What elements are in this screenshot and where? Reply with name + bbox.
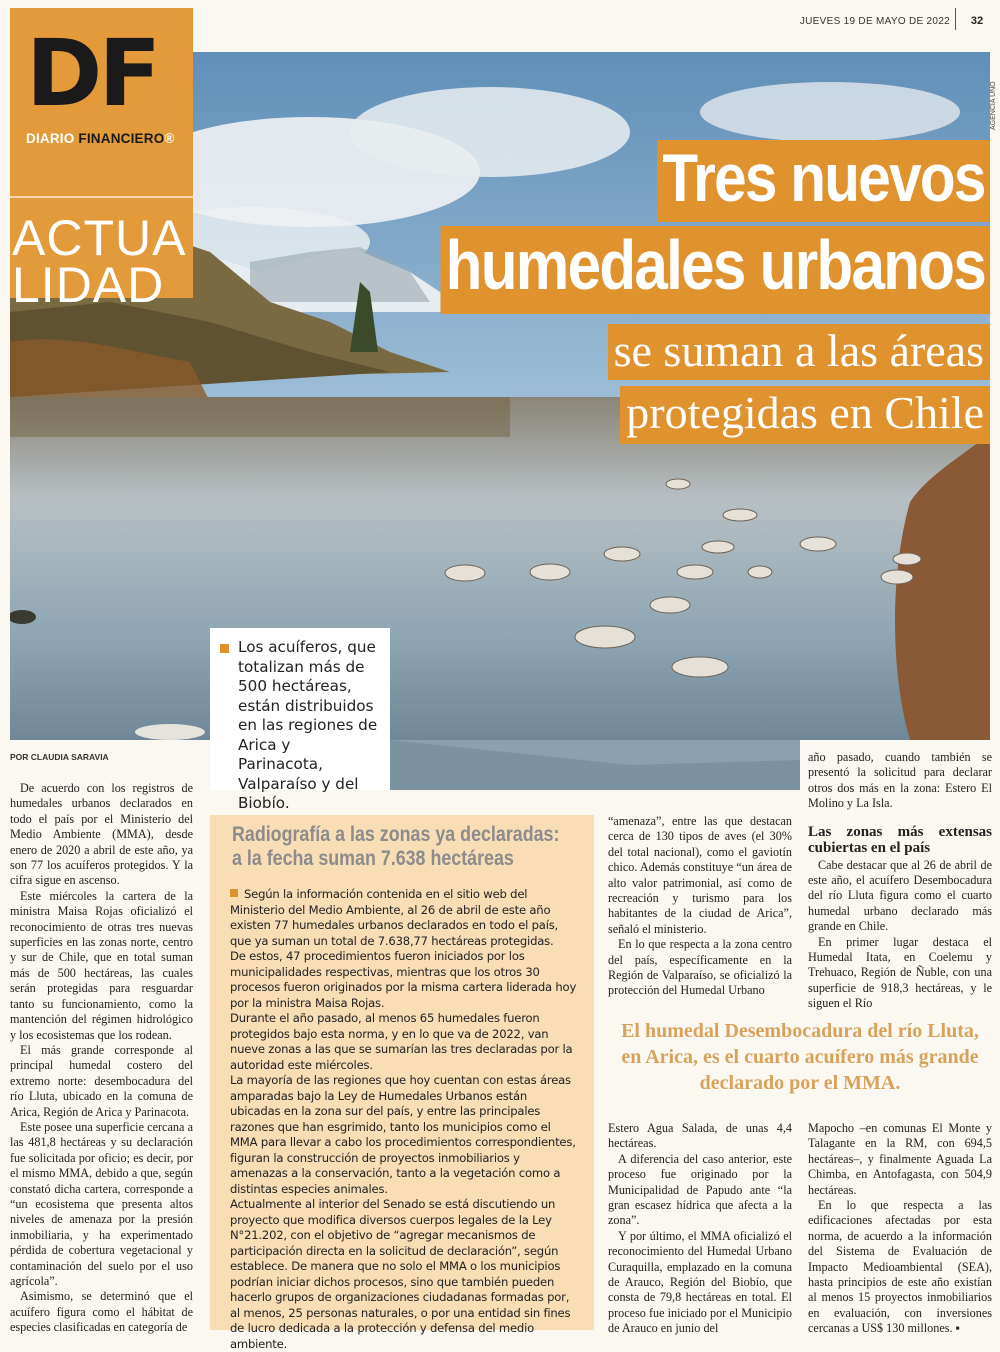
paragraph: En lo que respecta a la zona centro del país, específicamente en la Región de Valparaíso, se oficializó la protección del Humedal Urbano [608,937,792,998]
body-column-4-bottom [808,1121,992,1337]
photo-credit: AGENCIA UNO [990,81,997,130]
byline: POR CLAUDIA SARAVIA [10,752,109,762]
box-paragraph: De estos, 47 procedimientos fueron iniciados por los municipalidades respectivas, mientras que los otros 30 procesos fueron originados por la misma cartera liderada hoy por la ministra Maisa Rojas. [230,949,577,1010]
body-column-3-top [608,814,792,999]
paragraph: “amenaza”, entre las que destacan cerca de 130 tipos de aves (el 30% del total nacional), como el gaviotín chico. Además constituye “un área de alto valor patrimonial, así como de recreación y turismo para los habitantes de la ciudad de Arica”, señaló el ministerio. [608,814,792,936]
box-body [230,887,580,1352]
paragraph: A diferencia del caso anterior, este proceso fue originado por la Municipalidad de Papudo ante “la gran escasez hídrica que afecta a la zona”. [608,1151,792,1228]
body-column-4-top [808,750,992,1012]
body-column-1 [10,781,193,1336]
header-divider [955,8,956,30]
box-paragraph: La mayoría de las regiones que hoy cuentan con estas áreas amparadas bajo la Ley de Humedales Urbanos están ubicadas en la zona sur del país, y entre las principales razones que han esgrimido, tanto los municipios como el MMA para llevar a cabo los procedimientos correspondientes, figuran la construcción de proyectos inmobiliarios y amenazas a la conservación, tanto a la vegetación como a distintas especies animales. [230,1073,576,1196]
issue-date: JUEVES 19 DE MAYO DE 2022 [799,16,950,27]
df-logo-block [10,8,193,313]
logo-divider [10,196,193,198]
box-paragraph: Actualmente al interior del Senado se está discutiendo un proyecto que modifica diversos cuerpos legales de la Ley N°21.202, con el objetivo de “agregar mecanismos de participación directa en la solicitud de declaración”, según establece. De manera que no solo el MMA o los municipios podrían iniciar dichos procesos, sino que también pueden hacerlo grupos de organizaciones ciudadanas formadas por, al menos, 25 personas naturales, o por una entidad sin fines de lucro dedicada a la protección y defensa del medio ambiente. [230,1197,571,1351]
paragraph: Este miércoles la cartera de la ministra Maisa Rojas oficializó el reconocimiento de otras tres nuevas superficies en las zonas norte, centro y sur de Chile, que en total suman más de 500 hectáreas, las cuales serán protegidas para resguardar tanto su funcionamiento, como la mantención del régimen hidrológico y los ecosistemas que los rodean. [10,888,193,1042]
section-label-line1: ACTUA [12,210,187,266]
subheading: Las zonas más extensas cubiertas en el país [808,823,992,856]
paragraph: Cabe destacar que al 26 de abril de este año, el acuífero Desembocadura del río Lluta figura como el cuarto humedal urbano declarado más grande en Chile. [808,857,992,934]
paragraph: Este posee una superficie cercana a las 481,8 hectáreas y su declaración fue solicitada por oficio; es decir, por el mismo MMA, debido a que, según constató dicha cartera, corresponde a “un ecosistema que presenta altos niveles de amenaza por la presión inmobiliaria, y ha experimentado pérdida de cobertura vegetacional y contaminación del suelo por el uso agrícola”. [10,1119,193,1288]
paragraph: En lo que respecta a las edificaciones afectadas por esta norma, de acuerdo a la información del Sistema de Evaluación de Impacto Medioambiental (SEA), hasta principios de este año existían al menos 15 proyectos inmobiliarios en evaluación, con inversiones cercanas a US$ 130 millones. ▪ [808,1198,992,1336]
bullet-square-icon [230,889,238,897]
headline-line1: Tres nuevos [657,140,990,222]
box-title: Radiografía a las zonas ya declaradas: a la fecha suman 7.638 hectáreas [232,823,560,870]
paragraph: Mapocho –en comunas El Monte y Talagante en la RM, con 694,5 hectáreas–, y finalmente Aguada La Chimba, en Antofagasta, con 504,9 hectáreas. [808,1121,992,1197]
paragraph: El más grande corresponde al principal humedal costero del extremo norte: desembocadura del río Lluta, ubicado en la comuna de Arica, Región de Arica y Parinacota. [10,1042,193,1119]
bullet-square-icon [220,644,229,653]
headline-line2: humedales urbanos [440,226,990,314]
paragraph: De acuerdo con los registros de humedales urbanos declarados en todo el país por el Ministerio del Medio Ambiente (MMA), desde enero de 2020 a abril de este año, ya son 77 los acuíferos protegidos. Y la cifra sigue en ascenso. [10,781,193,888]
pull-quote: El humedal Desembocadura del río Lluta, en Arica, es el cuarto acuífero más grande declarado por el MMA. [621,1020,979,1094]
headline-line4: protegidas en Chile [620,386,990,444]
paragraph: En primer lugar destaca el Humedal Itata, en Coelemu y Trehuaco, Región de Ñuble, con una superficie de 918,3 hectáreas, y le siguen el Río [808,934,992,1011]
box-paragraph: Según la información contenida en el sitio web del Ministerio del Medio Ambiente, al 26 de abril de este año existen 77 humedales urbanos declarados en todo el país, que ya suman un total de 7.638,77 hectáreas protegidas. [230,887,559,948]
logo-letters: DF [26,20,158,127]
paragraph: Estero Agua Salada, de unas 4,4 hectáreas. [608,1121,792,1151]
summary-text: Los acuíferos, que totalizan más de 500 hectáreas, están distribuidos en las regiones de Arica y Parinacota, Valparaíso y del Biobío. [238,638,378,812]
paragraph: Y por último, el MMA oficializó el reconocimiento del Humedal Urbano Curaquilla, emplazado en la comuna de Arauco, Región del Biobío, que consta de 79,8 hectáreas en total. El proceso fue iniciado por el Municipio de Arauco en junio del [608,1228,792,1336]
paragraph: año pasado, cuando también se presentó la solicitud para declarar otros dos más en la zona: Estero El Molino y La Isla. [808,750,992,811]
sidebar-box [210,815,594,1351]
logo-name: DIARIO FINANCIERO® [26,131,175,146]
paragraph: Asimismo, se determinó que el acuífero figura como el hábitat de especies clasificadas en categoría de [10,1289,193,1335]
headline-line3: se suman a las áreas [608,324,990,380]
section-label-line2: LIDAD [12,257,165,313]
page-number: 32 [970,15,984,27]
body-column-3-bottom [608,1121,792,1337]
summary-callout [210,628,390,812]
box-paragraph: Durante el año pasado, al menos 65 humedales fueron protegidos bajo esta norma, y en lo que va de 2022, van nueve zonas a las que se sumarían las tres declaradas por la autoridad este miércoles. [230,1011,573,1072]
